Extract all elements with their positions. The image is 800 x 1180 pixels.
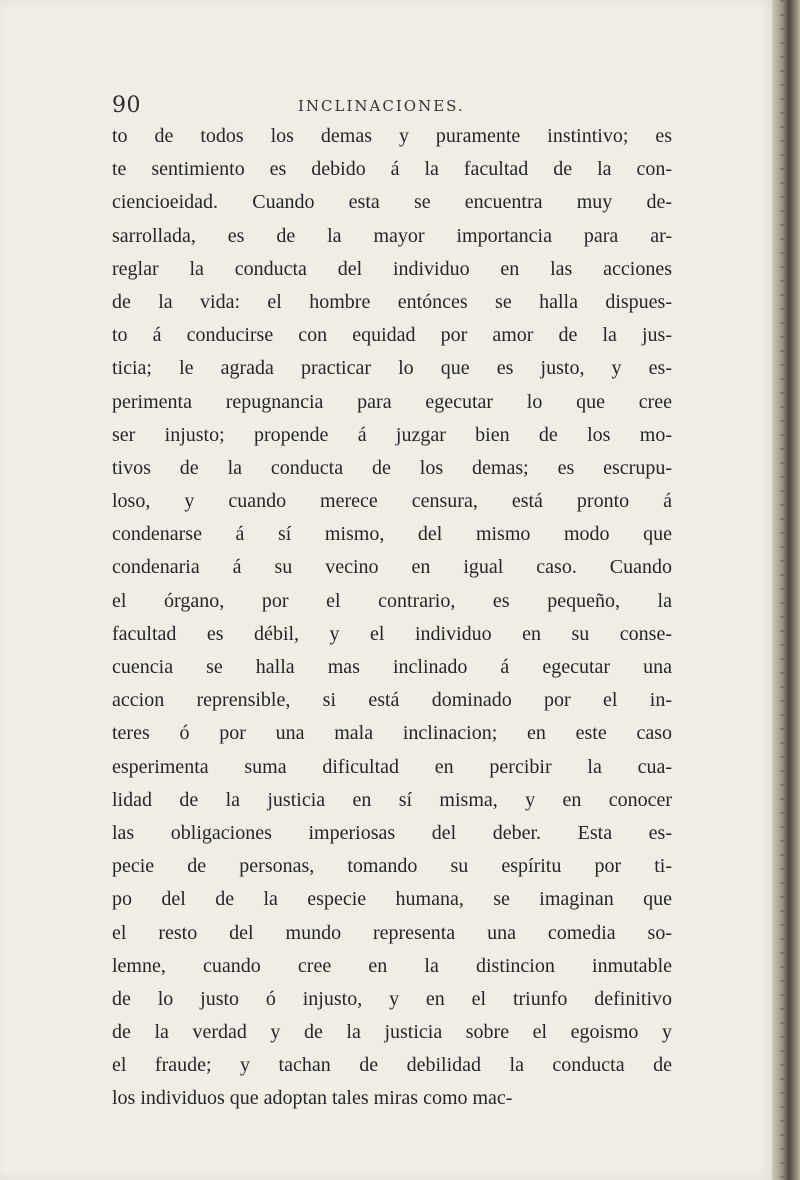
text-line: las obligaciones imperiosas del deber. Esta es-	[112, 821, 672, 844]
text-line: ser injusto; propende á juzgar bien de los mo-	[112, 423, 672, 446]
text-line: loso, y cuando merece censura, está pronto á	[112, 490, 672, 513]
text-line: esperimenta suma dificultad en percibir la cua-	[112, 755, 672, 778]
text-line: de la verdad y de la justicia sobre el egoismo y	[112, 1021, 672, 1044]
text-line: to á conducirse con equidad por amor de la jus-	[112, 324, 672, 347]
text-line: de lo justo ó injusto, y en el triunfo definitivo	[112, 987, 672, 1010]
text-line: ticia; le agrada practicar lo que es justo, y es-	[112, 357, 672, 380]
text-line: condenaria á su vecino en igual caso. Cuando	[112, 556, 672, 579]
text-line: cuencia se halla mas inclinado á egecutar una	[112, 656, 672, 678]
page-header	[112, 92, 672, 120]
text-line: el fraude; y tachan de debilidad la conducta de	[112, 1054, 672, 1077]
page-number: 90	[112, 93, 141, 118]
text-line: perimenta repugnancia para egecutar lo que cree	[112, 390, 672, 413]
text-line: te sentimiento es debido á la facultad de la con-	[112, 158, 672, 181]
body-text	[112, 120, 672, 1116]
text-line: el órgano, por el contrario, es pequeño, la	[112, 589, 672, 612]
text-line: lidad de la justicia en sí misma, y en conocer	[112, 788, 672, 811]
text-line: to de todos los demas y puramente instintivo; es	[112, 125, 672, 147]
text-line: facultad es débil, y el individuo en su conse-	[112, 622, 672, 645]
text-line: po del de la especie humana, se imaginan que	[112, 888, 672, 911]
text-line: condenarse á sí mismo, del mismo modo que	[112, 523, 672, 546]
text-line: lemne, cuando cree en la distincion inmutable	[112, 954, 672, 977]
book-spine-edge	[772, 0, 800, 1180]
text-line: accion reprensible, si está dominado por el in-	[112, 689, 672, 712]
text-line: de la vida: el hombre entónces se halla dispues-	[112, 290, 672, 313]
text-line: reglar la conducta del individuo en las acciones	[112, 257, 672, 280]
text-line: los individuos que adoptan tales miras como mac-	[112, 1087, 513, 1110]
text-line: pecie de personas, tomando su espíritu por ti-	[112, 855, 672, 878]
text-line: teres ó por una mala inclinacion; en este caso	[112, 722, 672, 745]
text-line: el resto del mundo representa una comedia so-	[112, 921, 672, 944]
text-line: sarrollada, es de la mayor importancia para ar-	[112, 224, 672, 247]
text-line: ciencioeidad. Cuando esta se encuentra muy de-	[112, 191, 672, 214]
running-head: INCLINACIONES.	[298, 97, 465, 115]
text-line: tivos de la conducta de los demas; es escrupu-	[112, 456, 672, 479]
